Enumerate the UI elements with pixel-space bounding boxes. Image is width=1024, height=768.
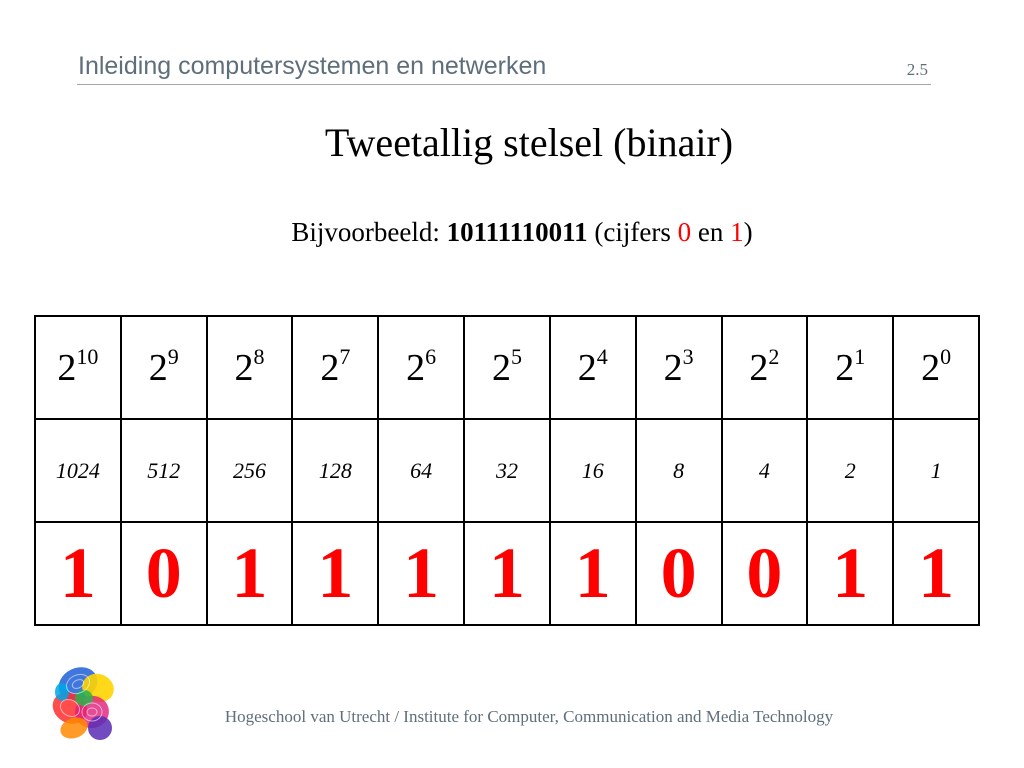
digit-cell: 1 [378, 522, 464, 625]
power-base: 2 [577, 346, 597, 389]
power-base: 2 [663, 346, 683, 389]
example-line [0, 217, 1024, 248]
power-cell [722, 316, 808, 419]
power-exponent: 10 [76, 343, 99, 369]
digit-cell: 1 [464, 522, 550, 625]
power-exponent: 9 [167, 343, 179, 369]
power-exponent: 1 [854, 343, 866, 369]
power-cell [636, 316, 722, 419]
power-cell [807, 316, 893, 419]
example-binary-number: 10111110011 [446, 217, 588, 247]
power-cell [550, 316, 636, 419]
page-number: 2.5 [906, 60, 928, 79]
power-exponent: 2 [768, 343, 780, 369]
weight-cell: 1024 [35, 419, 121, 522]
power-exponent: 7 [339, 343, 351, 369]
digit-cell: 1 [550, 522, 636, 625]
digit-cell: 1 [35, 522, 121, 625]
power-cell [378, 316, 464, 419]
power-base: 2 [749, 346, 769, 389]
power-base: 2 [148, 346, 168, 389]
power-base: 2 [835, 346, 855, 389]
weight-cell: 4 [722, 419, 808, 522]
power-base: 2 [406, 346, 426, 389]
weight-cell: 128 [292, 419, 378, 522]
weight-cell: 64 [378, 419, 464, 522]
hogeschool-utrecht-logo-icon [48, 662, 120, 744]
example-prefix: Bijvoorbeeld: [291, 217, 447, 247]
digit-cell: 1 [207, 522, 293, 625]
power-base: 2 [57, 346, 77, 389]
digit-cell: 1 [292, 522, 378, 625]
digit-cell: 1 [893, 522, 979, 625]
digit-cell: 0 [636, 522, 722, 625]
weight-cell: 32 [464, 419, 550, 522]
digit-cell: 0 [722, 522, 808, 625]
header-title: Inleiding computersystemen en netwerken [78, 52, 547, 80]
slide-title: Tweetallig stelsel (binair) [324, 120, 734, 165]
weight-cell: 256 [207, 419, 293, 522]
power-base: 2 [921, 346, 941, 389]
power-exponent: 0 [940, 343, 952, 369]
power-base: 2 [320, 346, 340, 389]
footer-institution: Hogeschool van Utrecht / Institute for Computer, Communication and Media Technology [224, 707, 834, 726]
weight-cell: 8 [636, 419, 722, 522]
power-cell [207, 316, 293, 419]
power-row [35, 316, 979, 419]
example-digit-zero: 0 [677, 217, 692, 247]
power-base: 2 [491, 346, 511, 389]
example-paren-open: (cijfers [587, 217, 678, 247]
power-cell [35, 316, 121, 419]
power-base: 2 [234, 346, 254, 389]
example-paren-close: ) [743, 217, 753, 247]
power-exponent: 4 [596, 343, 608, 369]
power-exponent: 8 [253, 343, 265, 369]
weight-row [35, 419, 979, 522]
weight-cell: 512 [121, 419, 207, 522]
example-conjunction: en [691, 217, 731, 247]
weight-cell: 1 [893, 419, 979, 522]
power-cell [292, 316, 378, 419]
header-divider [77, 84, 931, 85]
power-cell [893, 316, 979, 419]
digit-cell: 1 [807, 522, 893, 625]
example-digit-one: 1 [730, 217, 744, 247]
power-exponent: 6 [425, 343, 437, 369]
digit-cell: 0 [121, 522, 207, 625]
weight-cell: 2 [807, 419, 893, 522]
digit-row [35, 522, 979, 625]
power-exponent: 3 [682, 343, 694, 369]
binary-place-value-table [34, 315, 980, 626]
power-cell [121, 316, 207, 419]
weight-cell: 16 [550, 419, 636, 522]
power-cell [464, 316, 550, 419]
power-exponent: 5 [510, 343, 522, 369]
